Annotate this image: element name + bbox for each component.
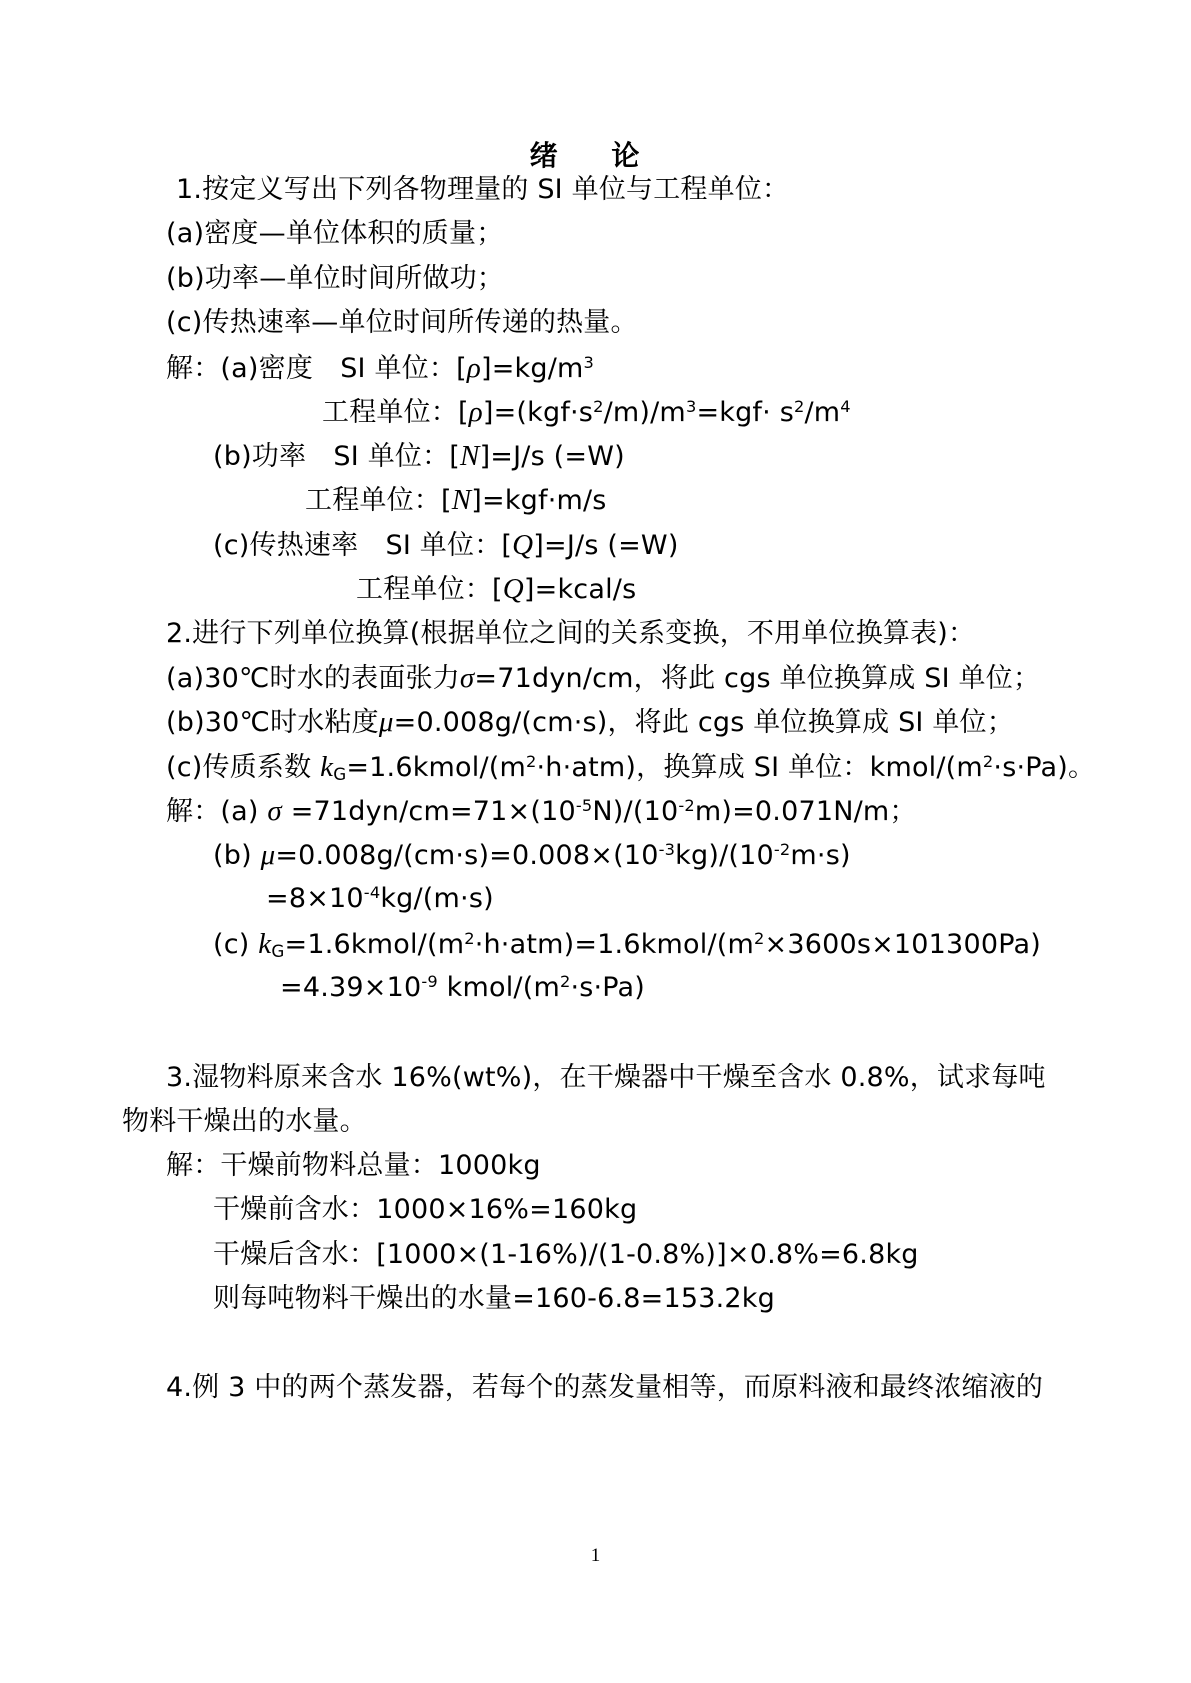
answer-1b-si-line: (b)功率 SI 单位：[N]=J/s (=W) [213,440,625,472]
answer-2b-result-line: $=8\times 10^{-4}kg/(m\cdot s)$ [266,883,494,914]
answer-1c-eng-line: 工程单位：[Q]=kcal/s [356,573,637,605]
question-3-line: 3.湿物料原来含水 16%(wt%)，在干燥器中干燥至含水 0.8%，试求每吨 [166,1062,1046,1093]
question-4-line: 4.例 3 中的两个蒸发器，若每个的蒸发量相等，而原料液和最终浓缩液的 [166,1372,1044,1403]
question-2b-line: (b)30℃时水粘度μ=0.008g/(cm·s)，将此 cgs 单位换算成 SI 单位； [166,706,1014,738]
answer-1c-si-line: (c)传热速率 SI 单位：[Q]=J/s (=W) [213,529,679,561]
page-number: 1 [590,1545,601,1566]
page-title: 绪 论 [529,139,662,172]
question-1c-line: (c)传热速率—单位时间所传递的热量。 [166,307,638,338]
answer-2b-line: (b) $\mu=0.008g/(cm\cdot s)=0.008\times(10^{-3}kg)/(10^{-2}m\cdot s)$ [213,839,851,871]
question-1a-line: (a)密度—单位体积的质量； [166,218,504,249]
answer-1a-eng-line: 工程单位：$[\rho]=(kgf\cdot s^2/m)/m^3=kgf\cdot s^2/m^4$ [322,396,851,428]
answer-3-line-1: 解：干燥前物料总量：1000kg [166,1150,541,1181]
question-3-continuation-line: 物料干燥出的水量。 [122,1106,367,1137]
answer-1a-si-line: 解：(a)密度 SI 单位：$[\rho]=kg/m^3$ [166,352,594,384]
question-2a-line: (a)30℃时水的表面张力σ=71dyn/cm，将此 cgs 单位换算成 SI 单位； [166,662,1041,694]
question-1-line: 1.按定义写出下列各物理量的 SI 单位与工程单位： [176,174,790,205]
answer-3-line-4: 则每吨物料干燥出的水量=160-6.8=153.2kg [213,1283,775,1314]
question-1b-line: (b)功率—单位时间所做功； [166,263,505,294]
answer-2c-line: (c) $k_G=1.6kmol/(m^2\cdot h\cdot atm)=1.6kmol/(m^2\times 3600s\times 101300Pa)$ [213,928,1041,961]
answer-2c-result-line: $=4.39\times 10^{-9}$ kmol/$(m^2\cdot s\cdot Pa)$ [280,972,646,1003]
question-2-line: 2.进行下列单位换算(根据单位之间的关系变换，不用单位换算表)： [166,618,976,649]
question-2c-line: (c)传质系数 $k_G=1.6kmol/(m^2\cdot h\cdot atm)$，换算成 SI 单位：kmol/$(m^2\cdot s\cdot Pa)$。 [166,751,1096,784]
answer-1b-eng-line: 工程单位：[N]=kgf·m/s [305,484,607,516]
answer-3-line-3: 干燥后含水：[1000×(1-16%)/(1-0.8%)]×0.8%=6.8kg [213,1239,919,1270]
answer-3-line-2: 干燥前含水：1000×16%=160kg [213,1194,638,1225]
answer-2a-line: 解：(a) $\sigma =71dyn/cm=71\times(10^{-5}N)/(10^{-2}m)=0.071N/m$； [166,795,917,827]
